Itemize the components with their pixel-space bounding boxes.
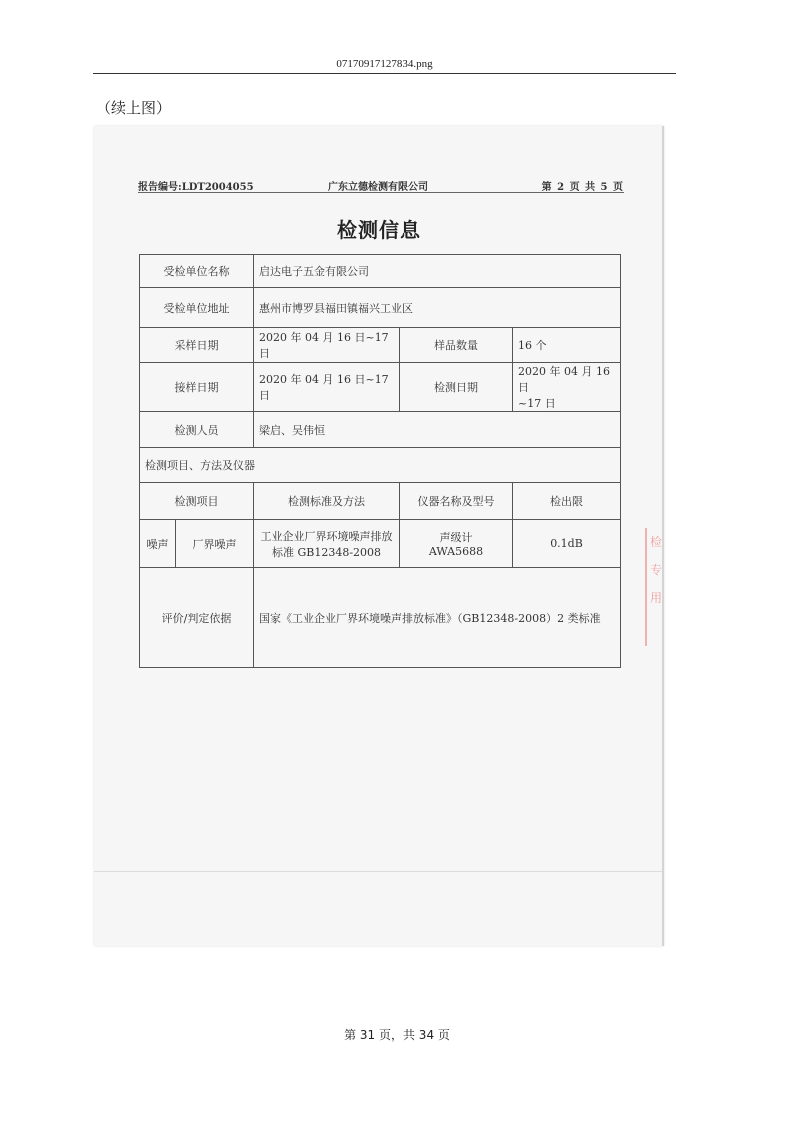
test-date-line2: ~17 日 — [518, 397, 556, 410]
page-header-filename: 07170917127834.png — [93, 57, 676, 74]
col-header-standard: 检测标准及方法 — [254, 483, 400, 520]
col-header-item: 检测项目 — [140, 483, 254, 520]
table-row — [140, 328, 621, 363]
sampling-date-value: 2020 年 04 月 16 日~17 日 — [254, 328, 400, 363]
table-row — [140, 448, 621, 483]
standard-line1: 工业企业厂界环境噪声排放 — [260, 529, 393, 543]
test-date-line1: 2020 年 04 月 16 日 — [518, 365, 610, 394]
sample-count-value: 16 个 — [513, 328, 621, 363]
table-row — [140, 483, 621, 520]
table-row — [140, 363, 621, 412]
standard-cell — [254, 520, 400, 568]
report-title: 检测信息 — [337, 218, 421, 242]
scanned-report-image — [94, 126, 664, 946]
sample-count-label: 样品数量 — [400, 328, 513, 363]
item-main-cell: 噪声 — [140, 520, 176, 568]
address-label: 受检单位地址 — [140, 288, 254, 328]
standard-line2: 标准 GB12348-2008 — [271, 545, 382, 559]
table-row — [140, 412, 621, 448]
test-date-value — [513, 363, 621, 412]
stamp-char-1: 检 — [650, 535, 663, 549]
report-number: 报告编号:LDT2004055 — [138, 182, 254, 193]
report-page-info: 第 2 页 共 5 页 — [541, 182, 624, 193]
sampling-date-label: 采样日期 — [140, 328, 254, 363]
continued-label: （续上图） — [96, 99, 172, 117]
instrument-line1: 声级计 — [439, 531, 473, 544]
methods-section-label: 检测项目、方法及仪器 — [140, 448, 621, 483]
basis-label: 评价/判定依据 — [140, 568, 254, 668]
inspectors-value: 梁启、吴伟恒 — [254, 412, 621, 448]
receive-date-label: 接样日期 — [140, 363, 254, 412]
basis-value: 国家《工业企业厂界环境噪声排放标准》（GB12348-2008）2 类标准 — [254, 568, 621, 668]
table-row — [140, 255, 621, 288]
limit-cell: 0.1dB — [513, 520, 621, 568]
test-date-label: 检测日期 — [400, 363, 513, 412]
page-footer: 第 31 页，共 34 页 — [344, 1028, 450, 1042]
item-sub-cell: 厂界噪声 — [176, 520, 254, 568]
col-header-limit: 检出限 — [513, 483, 621, 520]
inspected-unit-value: 启达电子五金有限公司 — [254, 255, 621, 288]
report-company: 广东立德检测有限公司 — [328, 182, 428, 193]
inspection-info-table — [139, 254, 621, 668]
stamp-char-2: 专 — [650, 563, 663, 577]
instrument-line2: AWA5688 — [428, 545, 484, 558]
inspector-label: 检测人员 — [140, 412, 254, 448]
col-header-instrument: 仪器名称及型号 — [400, 483, 513, 520]
report-header — [138, 178, 624, 193]
table-row — [140, 568, 621, 668]
seal-stamp-fragment — [645, 528, 665, 646]
address-value: 惠州市博罗县福田镇福兴工业区 — [254, 288, 621, 328]
scan-divider — [94, 871, 664, 872]
table-row — [140, 288, 621, 328]
table-row — [140, 520, 621, 568]
inspected-unit-label: 受检单位名称 — [140, 255, 254, 288]
receive-date-value: 2020 年 04 月 16 日~17 日 — [254, 363, 400, 412]
instrument-cell — [400, 520, 513, 568]
stamp-char-3: 用 — [650, 591, 663, 605]
